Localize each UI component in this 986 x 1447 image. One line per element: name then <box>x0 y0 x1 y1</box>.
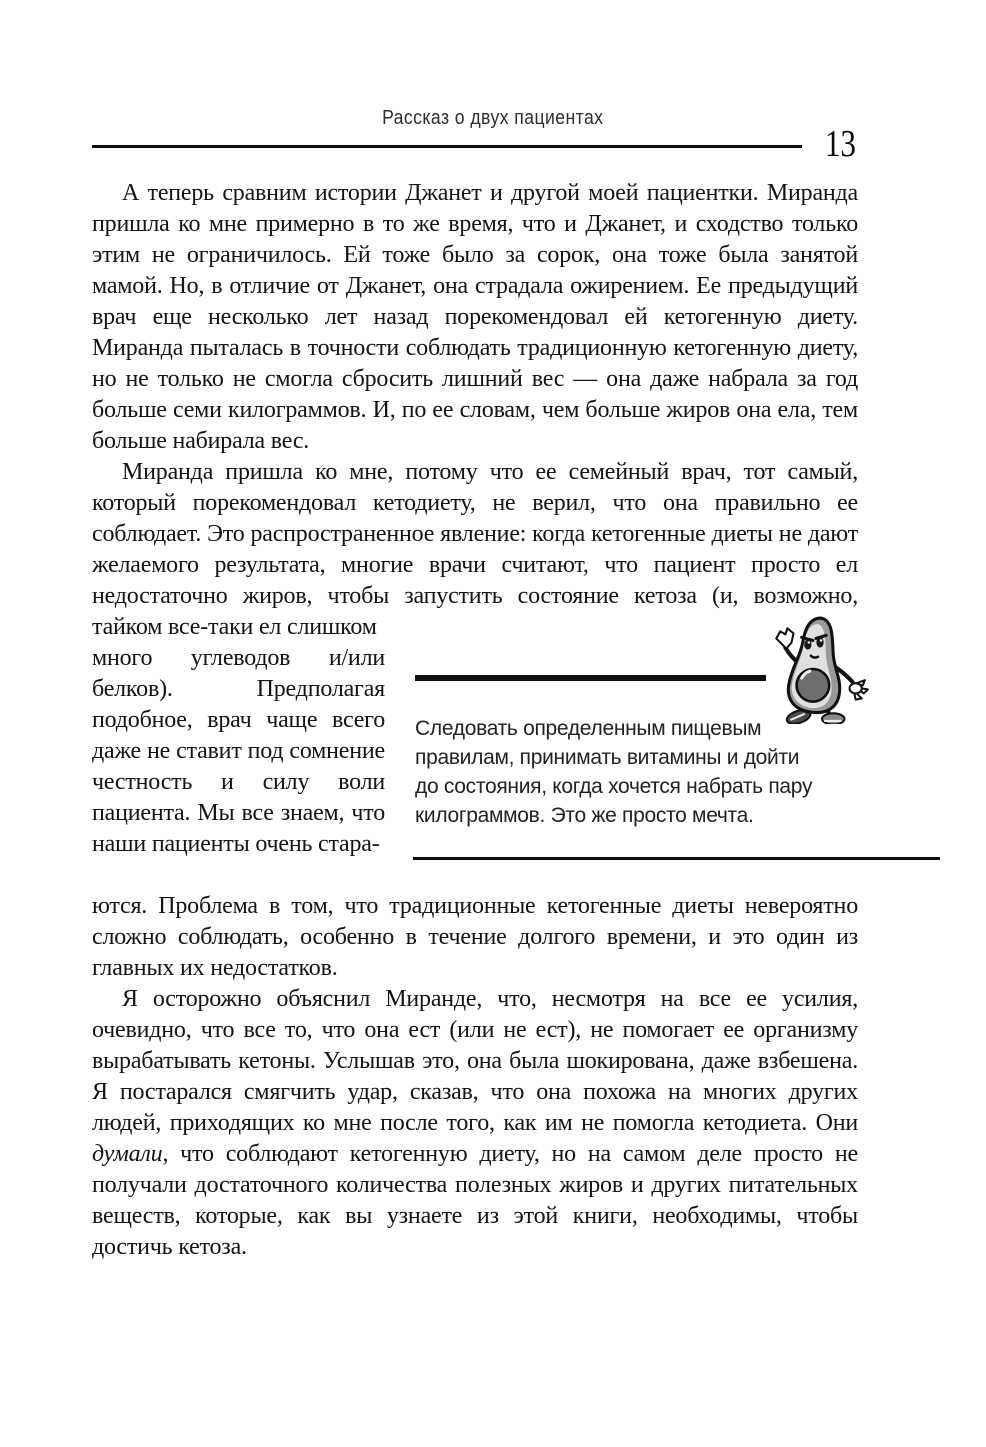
header-rule <box>92 145 802 148</box>
pull-quote <box>385 643 940 891</box>
paragraph-2-narrow-column: много углеводов и/или белков). Предполагая подобное, врач чаще всего даже не ставит под сомнение честность и силу воли пациента. Мы все знаем, что наши пациенты очень стара- <box>92 645 385 857</box>
paragraph-3-text-before-italic: Я осторожно объяснил Миранде, что, несмотря на все ее усилия, очевидно, что все то, что она ест (или не ест), не помогает ее организму вырабатывать кетоны. Услышав это, она была шокирована, даже взбешена. Я постарался смягчить удар, сказав, что она похожа на многих других людей, приходящих ко мне после того, как им не помогла кетодиета. Они <box>92 986 858 1136</box>
paragraph-3 <box>92 984 858 1263</box>
pull-quote-text: Следовать определенным пищевым правилам, принимать витамины и дойти до состояния, когда хочется набрать пару килограммов. Это же просто мечта. <box>415 717 813 827</box>
avocado-mascot-illustration <box>768 614 870 724</box>
paragraph-3-text-after-italic: , что соблюдают кетогенную диету, но на самом деле просто не получали достаточного количества полезных жиров и других питательных веществ, которые, как вы узнаете из этой книги, необходимы, чтобы достичь кетоза. <box>92 1141 858 1260</box>
pull-quote-bottom-rule <box>413 857 940 860</box>
running-header-title: Рассказ о двух пациентах <box>382 107 604 129</box>
paragraph-2-continued: ются. Проблема в том, что традиционные кетогенные диеты невероятно сложно соблюдать, особенно в течение долгого времени, и это один из главных их недостатков. <box>92 893 858 981</box>
page-number: 13 <box>824 123 856 165</box>
paragraph-1: А теперь сравним истории Джанет и другой моей пациентки. Миранда пришла ко мне примерно в то же время, что и Джанет, и сходство только этим не ограничилось. Ей тоже было за сорок, она тоже была занятой мамой. Но, в отличие от Джанет, она страдала ожирением. Ее предыдущий врач еще несколько лет назад порекомендовал ей кетогенную диету. Миранда пыталась в точности соблюдать традиционную кетогенную диету, но не только не смогла сбросить лишний вес — она даже набрала за год больше семи килограммов. И, по ее словам, чем больше жиров она ела, тем больше набирала вес. <box>92 180 858 454</box>
paragraph-3-italic-word: думали <box>92 1141 163 1167</box>
body-text <box>92 178 858 1263</box>
paragraph-2-full-width: Миранда пришла ко мне, потому что ее семейный врач, тот самый, который порекомендовал кетодиету, не верил, что она правильно ее соблюдает. Это распространенное явление: когда кетогенные диеты не дают желаемого результата, многие врачи считают, что пациент просто ел недостаточно жиров, чтобы запустить состояние кетоза (и, возможно, тайком все-таки ел слишком <box>92 459 858 640</box>
text-wrap-row <box>92 643 858 891</box>
pull-quote-top-rule <box>415 675 766 681</box>
